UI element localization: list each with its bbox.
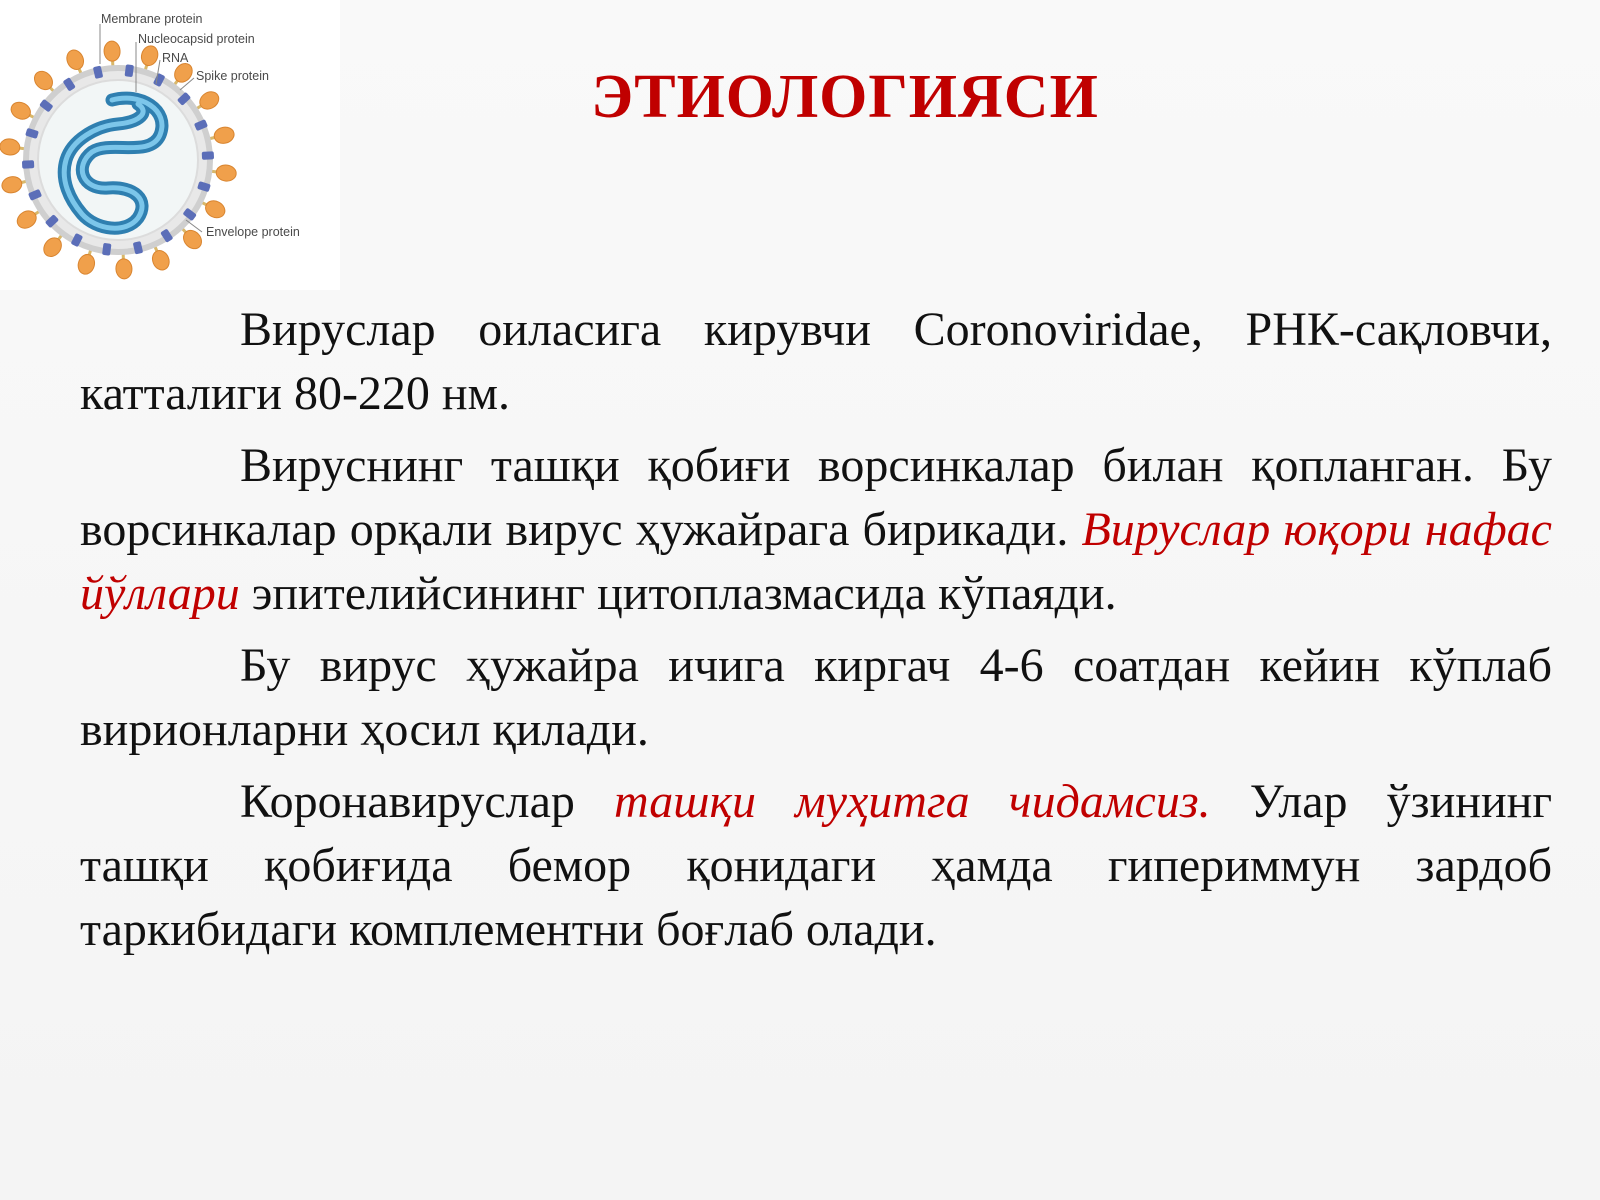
- envelope-protein-label: Envelope protein: [206, 225, 300, 239]
- spike-protein-mark: [200, 198, 228, 221]
- membrane-protein-label: Membrane protein: [101, 12, 203, 26]
- rna-label: RNA: [162, 51, 189, 65]
- spike-protein-mark: [115, 252, 132, 279]
- spike-protein-mark: [0, 138, 27, 156]
- membrane-protein-mark: [102, 243, 111, 256]
- paragraph-3: Бу вирус ҳужайра ичига киргач 4-6 соатдан кейин кўплаб вирионларни ҳосил қилади.: [80, 639, 1552, 756]
- slide-title: ЭТИОЛОГИЯСИ: [591, 63, 1099, 131]
- coronavirus-illustration: [0, 0, 340, 290]
- spike-protein-mark: [76, 248, 97, 276]
- spike-protein-mark: [40, 234, 65, 260]
- paragraph-1: Вируслар оиласига кирувчи Coronoviridae, РНК-сақловчи, катталиги 80-220 нм.: [80, 303, 1552, 420]
- coronavirus-diagram: [0, 0, 340, 290]
- spike-protein-mark: [180, 227, 205, 253]
- paragraph-2: [80, 434, 1552, 626]
- paragraph-2-start: Вируснинг ташқи қобиғи ворсинкалар билан қопланган. Бу ворсинкалар орқали вирус ҳужайрага бирикади.: [80, 439, 1552, 556]
- paragraph-2-end: эпителийсининг цитоплазмасида кўпаяди.: [251, 567, 1117, 620]
- nucleocapsid-protein-label: Nucleocapsid protein: [138, 32, 255, 46]
- spike-protein-mark: [209, 164, 237, 182]
- membrane-protein-mark: [22, 160, 34, 169]
- paragraph-4-highlight: ташқи муҳитга чидамсиз.: [614, 775, 1211, 828]
- paragraph-4-start: Коронавируслар: [240, 775, 575, 828]
- paragraph-4-end: Улар ўзининг ташқи қобиғида бемор қонидаги ҳамда гипериммун зардоб таркибидаги комплементни боғлаб олади.: [80, 775, 1553, 956]
- spike-protein-mark: [150, 245, 173, 273]
- paragraph-4: [80, 770, 1552, 962]
- paragraph-2-highlight: Вируслар юқори нафас йўллари: [80, 503, 1552, 620]
- spike-protein-mark: [14, 207, 41, 231]
- membrane-protein-mark: [202, 151, 214, 160]
- slide-body: [80, 298, 1552, 970]
- spike-protein-label: Spike protein: [196, 69, 269, 83]
- spike-protein-mark: [0, 175, 28, 195]
